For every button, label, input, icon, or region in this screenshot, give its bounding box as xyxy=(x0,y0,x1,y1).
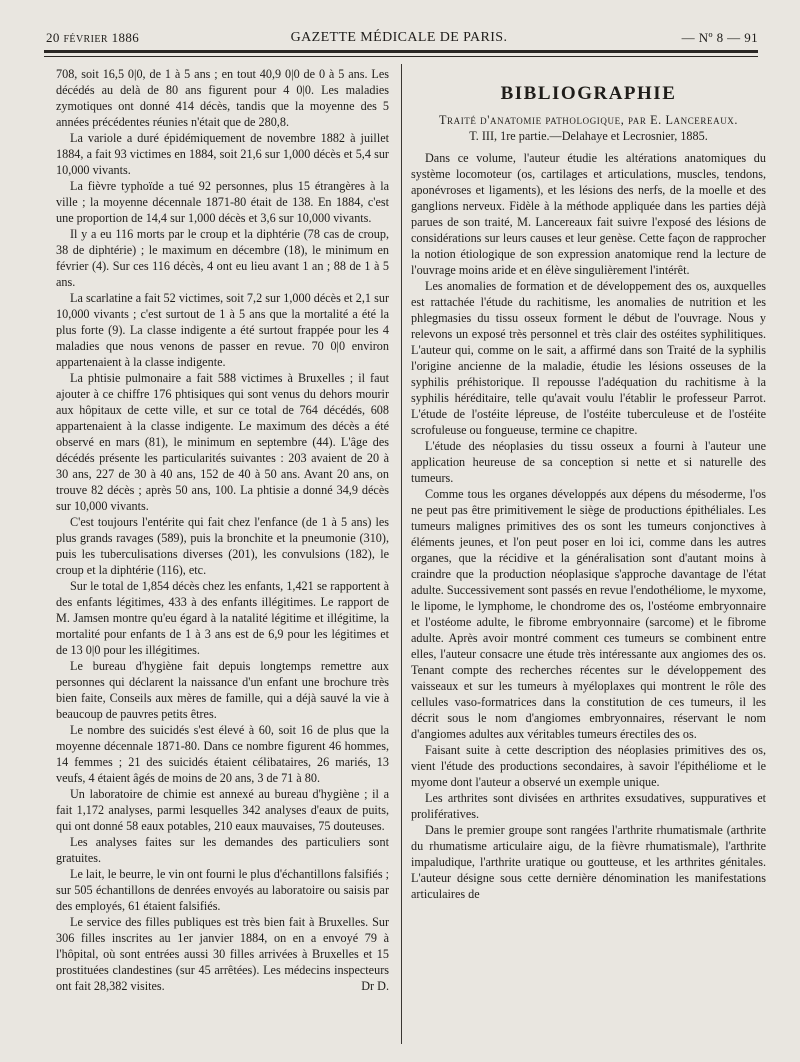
paragraph: Les analyses faites sur les demandes des particuliers sont gratuites. xyxy=(56,835,389,865)
paragraph: Le lait, le beurre, le vin ont fourni le plus d'échantillons falsifiés ; sur 505 échantillons de denrées envoyés au laboratoire ou saisis par des employés, 61 étaient falsifiés. xyxy=(56,867,389,913)
paragraph: Les arthrites sont divisées en arthrites exsudatives, suppuratives et prolifératives. xyxy=(411,791,766,821)
paragraph: La scarlatine a fait 52 victimes, soit 7,2 sur 1,000 décès et 2,1 sur 10,000 vivants ; c'est surtout de 1 à 5 ans que la mortalité a été la plus forte (9). La classe indigente a été surtout frappée pour les 4 maladies que nous venons de passer en revue. 70 0|0 environ appartenaient à la classe indigente. xyxy=(56,291,389,369)
paragraph: Le bureau d'hygiène fait depuis longtemps remettre aux personnes qui déclarent la naissance d'un enfant une brochure très bien faite, Conseils aux mères de famille, qui a déjà sauvé la vie à beaucoup de pauvres petits êtres. xyxy=(56,659,389,721)
journal-title: GAZETTE MÉDICALE DE PARIS. xyxy=(290,30,508,45)
paragraph: L'étude des néoplasies du tissu osseux a fourni à l'auteur une application heureuse de sa conception si nette et si naturelle des tumeurs. xyxy=(411,439,766,485)
author-signature: Dr D. xyxy=(361,979,389,993)
paragraph: La variole a duré épidémiquement de novembre 1882 à juillet 1884, a fait 93 victimes en 1884, soit 21,6 sur 1,000 décès et 5,4 sur 10,000 vivants. xyxy=(56,131,389,177)
paragraph: Sur le total de 1,854 décès chez les enfants, 1,421 se rapportent à des enfants légitimes, 433 à des enfants illégitimes. Le rapport de M. Jamsen montre qu'eu égard à la natalité légitime et illégitime, la mortalité pour enfants de 1 à 3 ans est de 6,9 pour les légitimes et de 13 0|0 pour les illégitimes. xyxy=(56,579,389,657)
paragraph: Comme tous les organes développés aux dépens du mésoderme, l'os ne peut pas être primitivement le siège de productions épithéliales. Les tumeurs malignes primitives des os sont les tumeurs conjonctives à éléments jeunes, et l'on peut poser en loi ici, comme dans les autres organes, que la récidive et la généralisation sont d'autant moins à craindre que la production néoplasique s'approche davantage de l'état adulte. Successivement sont passés en revue l'endothéliome, le myxome, le lipome, le lymphome, le chondrome des os, l'ostéome embryonnaire et l'ostéome adulte, le fibrome embryonnaire (sarcome) et le fibrome adulte. Après avoir montré comment ces tumeurs se combinent entre elles, l'auteur consacre une étude très intéressante aux angiomes des os. Tenant compte des recherches récentes sur le développement des vaisseaux et sur les tumeurs à myéloplaxes qui montrent le rôle des cellules vaso-formatrices dans la constitution de ces tumeurs, il les décrit sous le nom d'angiomes embryonnaires, réservant le nom d'angiomes adultes aux véritables tumeurs érectiles des os. xyxy=(411,487,766,741)
issue-page-number: — Nº 8 — 91 xyxy=(681,30,758,45)
header-rule-thin xyxy=(44,56,758,57)
paragraph: Il y a eu 116 morts par le croup et la diphtérie (78 cas de croup, 38 de diphtérie) ; le maximum en décembre (18), le minimum en février (4). Sur ces 116 décès, 4 ont eu lieu avant 1 an ; 88 de 1 à 5 ans. xyxy=(56,227,389,289)
book-reference xyxy=(411,112,766,144)
running-header xyxy=(40,28,758,48)
book-details: T. III, 1re partie.—Delahaye et Lecrosnier, 1885. xyxy=(469,129,708,143)
paragraph-text: Le service des filles publiques est très bien fait à Bruxelles. Sur 306 filles inscrites au 1er janvier 1884, on en a envoyé 79 à l'hôpital, où sont entrées aussi 30 filles arrivées à Bruxelles et 15 prostituées clandestines (sur 45 arrêtées). Les médecins inspecteurs ont fait 28,382 visites. xyxy=(56,915,389,993)
book-author: , par E. Lancereaux. xyxy=(620,113,739,127)
header-rule-thick xyxy=(44,50,758,53)
paragraph: La phtisie pulmonaire a fait 588 victimes à Bruxelles ; il faut ajouter à ce chiffre 176 phtisiques qui sont venus du dehors mourir aux hôpitaux de cette ville, et sur ce total de 764 décédés, 608 appartenaient à la classe indigente. Le maximum des décès a été observé en mars (81), le minimum en septembre (44). L'âge des décédés présente les particularités suivantes : 203 avaient de 20 à 30 ans, 227 de 30 à 40 ans, 152 de 40 à 50 ans. Avant 20 ans, on trouve 82 décès ; après 50 ans, 100. La phtisie a donné 34,9 décès sur 10,000 vivants. xyxy=(56,371,389,513)
paragraph: C'est toujours l'entérite qui fait chez l'enfance (de 1 à 5 ans) les plus grands ravages (589), puis la bronchite et la pneumonie (310), puis les tuberculisations diverses (201), les convulsions (182), le croup et la diphtérie (116), etc. xyxy=(56,515,389,577)
paragraph: Un laboratoire de chimie est annexé au bureau d'hygiène ; il a fait 1,172 analyses, parmi lesquelles 342 analyses d'eaux de puits, qui ont donné 58 eaux potables, 210 eaux mauvaises, 75 douteuses. xyxy=(56,787,389,833)
paragraph: 708, soit 16,5 0|0, de 1 à 5 ans ; en tout 40,9 0|0 de 0 à 5 ans. Les décédés au delà de 80 ans figurent pour 4 0|0. Les maladies zymotiques ont donné 414 décès, tandis que la moyenne des 5 années précédentes réunies n'était que de 280,8. xyxy=(56,67,389,129)
paragraph: Le nombre des suicidés s'est élevé à 60, soit 16 de plus que la moyenne décennale 1871-80. Dans ce nombre figurent 46 hommes, 14 femmes ; 21 des suicidés étaient célibataires, 26 mariés, 13 veufs, 4 étaient âgés de moins de 20 ans, 3 de 71 à 80. xyxy=(56,723,389,785)
paragraph: Les anomalies de formation et de développement des os, auxquelles est rattachée l'étude du rachitisme, les anomalies de nutrition et les phlegmasies du tissu osseux forment le début de l'ouvrage. Nous y relevons un exposé très personnel et très clair des ostéites syphilitiques. L'auteur qui, comme on le sait, a affirmé dans son Traité de la syphilis l'origine ancienne de la maladie, étudie les lésions osseuses de la syphilis préhistorique. Il repousse l'adéquation du rachitisme à la syphilis héréditaire, telle qu'avait voulu l'établir le professeur Parrot. L'étude de l'ostéite lépreuse, de l'ostéite tuberculeuse et de l'ostéite scrofuleuse ou fongueuse, termine ce chapitre. xyxy=(411,279,766,437)
paragraph xyxy=(56,914,389,994)
paragraph: Dans le premier groupe sont rangées l'arthrite rhumatismale (arthrite du rhumatisme articulaire aigu, de la fièvre rhumatismale), l'arthrite impaludique, l'arthrite uratique ou goutteuse, et les arthrites génitales. L'auteur désigne sous cette dernière dénomination les manifestations articulaires de xyxy=(411,823,766,901)
section-title: BIBLIOGRAPHIE xyxy=(500,83,677,104)
right-column xyxy=(411,66,766,902)
column-divider xyxy=(401,64,402,1044)
paragraph: La fièvre typhoïde a tué 92 personnes, plus 15 étrangères à la ville ; la moyenne décennale 1871-80 était de 138. En 1884, c'est une proportion de 14,4 sur 1,000 décès et 3,6 sur 10,000 vivants. xyxy=(56,179,389,225)
paragraph: Faisant suite à cette description des néoplasies primitives des os, vient l'étude des productions secondaires, à savoir l'épithéliome et le myome dont l'auteur a observé un exemple unique. xyxy=(411,743,766,789)
left-column xyxy=(56,66,389,994)
header-date: 20 FÉVRIER 1886 xyxy=(46,30,140,45)
book-title: Traité d'anatomie pathologique xyxy=(438,113,621,127)
paragraph: Dans ce volume, l'auteur étudie les altérations anatomiques du système locomoteur (os, cartilages et articulations, muscles, tendons, aponévroses et ligaments), et les lésions des nerfs, de la moelle et des ganglions nerveux. Fidèle à la méthode appliquée dans les parties déjà parues de son traité, M. Lancereaux fait suivre l'exposé des lésions de considérations sur leurs causes et leur genèse. Cette façon de rapprocher la notion étiologique de son expression anatomique rend la lecture de l'ouvrage moins aride et en élève singulièrement l'intérêt. xyxy=(411,151,766,277)
